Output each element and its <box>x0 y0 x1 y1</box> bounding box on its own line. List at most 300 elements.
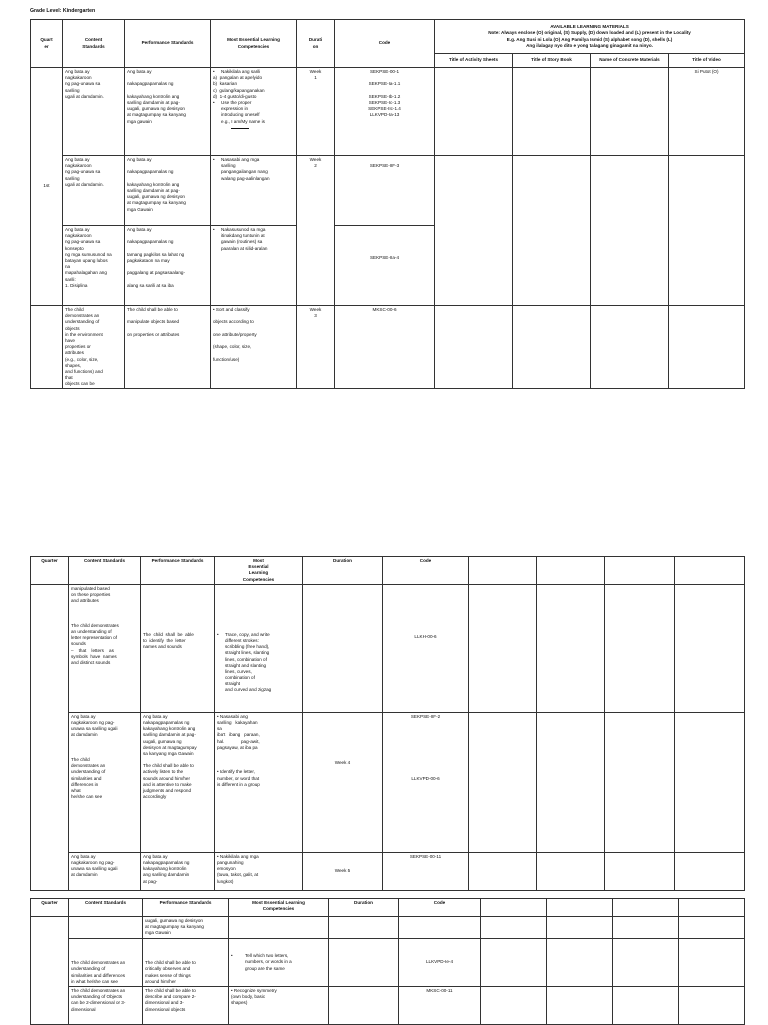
text-line: SEKPSE-Ib-1.2 <box>368 93 401 99</box>
code-cell <box>335 68 435 156</box>
text-line: nagkakaroon ng pag- <box>71 859 115 865</box>
table-row <box>31 584 745 712</box>
text-line: (e.g., color, size, <box>65 356 99 362</box>
text-line: Learning <box>248 570 269 576</box>
header-code: Code <box>335 20 435 68</box>
text-line: dimensional and 3- <box>145 1000 184 1006</box>
text-line: b) kasarian <box>213 81 238 87</box>
text-line: dimensional objects <box>145 1006 186 1012</box>
text-line: Week <box>309 157 322 162</box>
content-standard-cell <box>69 939 143 987</box>
curriculum-table-page-3 <box>30 898 745 1025</box>
content-standard-cell <box>69 852 141 890</box>
text-line: The child <box>71 757 90 763</box>
duration-cell: Week 5 <box>303 852 383 890</box>
melc-cell <box>215 852 303 890</box>
text-line: nagkakaroon <box>65 233 92 239</box>
blank-cell <box>605 584 675 712</box>
text-line: sounds around him/her <box>143 775 190 781</box>
text-line: SEKPSE-IIc-1.4 <box>368 106 401 112</box>
duration-cell <box>297 306 335 389</box>
duration-cell <box>297 68 335 156</box>
text-line: Trace, copy, and write <box>225 631 270 637</box>
blank-cell <box>469 584 537 712</box>
text-line: understanding of <box>71 769 106 775</box>
text-line: Ang bata ay <box>71 853 96 859</box>
blank-cell <box>537 712 605 852</box>
text-line: pagsayaw, at iba pa <box>217 744 258 750</box>
text-line: Ang bata ay <box>127 69 152 74</box>
header-melc <box>215 557 303 585</box>
duration-cell <box>303 584 383 712</box>
text-line: • Identify the letter, <box>217 769 255 775</box>
header-blank <box>675 557 745 585</box>
text-line: Quart <box>40 37 53 43</box>
text-line: The child shall be able to <box>127 307 178 312</box>
content-standard-cell <box>63 306 125 389</box>
text-line: Most Essential Learning <box>252 900 305 905</box>
header-blank <box>605 557 675 585</box>
text-line: ang sariling damdamin <box>143 872 190 878</box>
bullet-icon: • <box>231 953 233 959</box>
duration-cell: Week 4 <box>303 712 383 852</box>
quarter-cell <box>31 917 69 1025</box>
text-line: SEKPSE-IIF-2 <box>410 713 441 719</box>
performance-standard-cell <box>125 68 211 156</box>
text-line: (shape, color, size, <box>213 344 252 350</box>
text-line: function/use) <box>213 356 240 362</box>
table-row <box>31 852 745 890</box>
text-line: objects can be <box>65 381 95 387</box>
text-line: differences in <box>71 781 99 787</box>
text-line: Competencies <box>242 576 275 582</box>
text-line: introducing oneself <box>221 112 260 118</box>
text-line: nagkakaroon <box>65 75 92 81</box>
text-line: at pag- <box>143 878 158 884</box>
text-line: around him/her <box>145 978 176 984</box>
quarter-cell <box>31 306 63 389</box>
text-line: pagkakataon na may <box>127 257 170 263</box>
header-duration: Duration <box>303 557 383 585</box>
text-line: at damdamin <box>71 872 98 878</box>
performance-standard-cell <box>143 987 229 1025</box>
text-line: and attributes <box>71 598 99 604</box>
text-line: numbers, or words in a <box>245 959 292 965</box>
content-standard-cell <box>69 987 143 1025</box>
underline-mark <box>231 128 249 129</box>
blank-cell <box>547 917 613 939</box>
table-row <box>31 917 745 939</box>
curriculum-table-page-2 <box>30 556 745 891</box>
blank-cell <box>675 584 745 712</box>
melc-cell <box>229 917 329 939</box>
blank-cell <box>605 712 675 852</box>
text-line: mapahalagahan ang <box>65 270 107 276</box>
text-line: attributes <box>65 350 84 356</box>
subheader-video: Title of Video <box>669 54 745 68</box>
header-quarter: Quarter <box>31 557 69 585</box>
text-line: manipulate objects based <box>127 319 180 325</box>
text-line: Use the proper <box>221 99 252 105</box>
blank-cell <box>679 987 745 1025</box>
text-line: objects <box>65 325 80 331</box>
header-code: Code <box>383 557 469 585</box>
text-line: nagkakaroon ng pag- <box>71 719 115 725</box>
blank-cell <box>675 712 745 852</box>
code-cell <box>399 917 481 939</box>
text-line: group are the same <box>245 965 285 971</box>
header-content-standards: Content Standards <box>69 557 141 585</box>
table-row <box>31 987 745 1025</box>
quarter-cell <box>31 584 69 890</box>
code-cell: MKSC-00-6 <box>335 306 435 389</box>
header-performance-standards: Performance Standards <box>143 899 229 917</box>
activity-sheets-cell <box>435 156 513 306</box>
blank-cell <box>547 987 613 1025</box>
content-standard-cell <box>63 156 125 226</box>
concrete-materials-cell <box>591 156 669 306</box>
text-line: hal. pag-awit, <box>217 738 260 744</box>
text-line: can be 2-dimensional or 3- <box>71 1000 126 1006</box>
text-line: Ang bata ay <box>65 227 90 232</box>
text-line: scribbling (free hand), <box>225 644 270 650</box>
text-line: makes sense of things <box>145 972 191 978</box>
text-line: ng pag-unawa sa <box>65 239 101 245</box>
header-duration: Duration <box>329 899 399 917</box>
text-line: at magtagumpay sa kanyang <box>145 924 204 930</box>
story-book-cell <box>513 68 591 156</box>
content-standard-cell <box>63 68 125 156</box>
text-line: accordingly <box>143 794 167 800</box>
melc-cell <box>211 156 297 226</box>
text-line: Ang bata ay <box>71 713 96 719</box>
text-line: critically observes and <box>145 966 191 972</box>
quarter-cell: 1st <box>31 68 63 306</box>
text-line: describe and compare 2- <box>145 994 196 1000</box>
text-line: The child demonstrates an <box>71 988 126 993</box>
text-line: ng pag-unawa sa <box>65 81 101 87</box>
blank-cell <box>613 987 679 1025</box>
text-line: similarities and differences <box>71 972 126 978</box>
header-available-learning-materials <box>435 20 745 54</box>
code-cell: LLKVPD-Ie-4 <box>399 939 481 987</box>
text-line: nakapagpapamalas ng <box>143 859 190 865</box>
header-quarter: Quarter <box>31 899 69 917</box>
text-line: manipulated based <box>71 585 110 591</box>
text-line: ng pag-unawa sa <box>65 169 101 175</box>
text-line: sa <box>217 726 222 732</box>
header-blank <box>469 557 537 585</box>
text-line: The child shall be able <box>143 631 194 637</box>
text-line: SEKPSE-00-1 <box>369 69 400 74</box>
header-performance-standards: Performance Standards <box>141 557 215 585</box>
blank-cell <box>675 852 745 890</box>
blank-cell <box>481 917 547 939</box>
text-line: names and sounds <box>143 644 182 650</box>
performance-standard-cell <box>143 917 229 939</box>
text-line: Durati <box>308 37 323 43</box>
table-row <box>31 939 745 987</box>
text-line: on these properties <box>71 591 111 597</box>
melc-cell <box>211 226 297 306</box>
performance-standard-cell <box>125 226 211 306</box>
bullet-icon: • <box>213 69 215 74</box>
text-line: paggalang at pagsasaalang- <box>127 270 185 276</box>
text-line: straight lines, slanting <box>225 650 270 656</box>
text-line: judgments and respond <box>143 788 192 793</box>
text-line: that <box>65 375 73 381</box>
text-line: Essential <box>248 564 269 570</box>
text-line: sariling damdamin at pag- <box>143 732 196 738</box>
text-line: properties or <box>65 344 91 350</box>
code-cell: LLKH-00-6 <box>383 584 469 712</box>
text-line: understanding of <box>71 966 106 972</box>
subheader-story-book: Title of Story Book <box>513 54 591 68</box>
text-line: nakapagpapamalas ng <box>143 719 190 725</box>
performance-standard-cell <box>143 939 229 987</box>
story-book-cell <box>513 156 591 306</box>
text-line: at damdamin <box>71 732 98 738</box>
concrete-materials-cell <box>591 68 669 156</box>
text-line: and distinct sounds <box>71 660 111 665</box>
text-line: desisyon at magtagumpay <box>143 744 197 750</box>
blank-cell <box>613 939 679 987</box>
text-line: sariling kakayahan <box>217 719 258 725</box>
text-line: kakayahang kontrolin ang <box>127 93 180 99</box>
text-line: ugali at damdamin. <box>65 93 104 99</box>
curriculum-table-page-1 <box>30 19 745 389</box>
melc-cell <box>215 584 303 712</box>
text-line: understanding of <box>65 319 100 325</box>
text-line: nakapagpapamalas ng <box>127 169 174 175</box>
text-line: gawain (routines) sa <box>221 239 263 245</box>
table-row <box>31 712 745 852</box>
video-cell <box>669 156 745 306</box>
text-line: uugali, gumawa ng desisyon <box>127 194 185 200</box>
text-line: E.g. Ang Susi ni Lola (O) Ang Pamilya Ismid (S) alphabet song (D), shells (L) <box>506 36 673 42</box>
text-line: • Recognize symmetry <box>231 988 277 993</box>
blank-cell <box>547 939 613 987</box>
text-line: combination of <box>225 675 255 681</box>
text-line: at magtagumpay sa kanyang <box>127 200 186 206</box>
text-line: na <box>65 264 71 270</box>
blank-cell <box>469 712 537 852</box>
text-line: Week <box>309 307 322 312</box>
text-line: Ang bata ay <box>127 157 152 162</box>
text-line: Week <box>309 69 322 74</box>
text-line: pangunahing <box>217 859 244 865</box>
text-line: Ang bata ay <box>143 853 168 859</box>
subheader-concrete-materials: Name of Concrete Materials <box>591 54 669 68</box>
melc-cell <box>211 306 297 389</box>
melc-cell: • Nakikilala ang sarili a) pangalan at apelyido b) kasarian c) gulang/kapanganakan d) 1-4 gusto/di-gusto • Use the proper expression in introducing oneself e.g., I am/My name is <box>211 68 297 156</box>
text-line: mga Gawain <box>127 206 153 212</box>
performance-standard-cell <box>141 584 215 712</box>
duration-cell <box>329 939 399 987</box>
text-line: c) gulang/kapanganakan <box>213 87 265 93</box>
content-standard-cell <box>69 584 141 712</box>
text-line: on properties or attributes <box>127 331 180 337</box>
text-line: sarili: <box>65 276 76 282</box>
text-line: ugali at damdamin. <box>65 181 104 187</box>
text-line: kakayahang kontrolin ang <box>143 726 196 732</box>
text-line: • Nasasabi ang <box>217 713 248 719</box>
table-row <box>31 306 745 389</box>
blank-cell <box>481 987 547 1025</box>
text-line: paaralan at silid-aralan <box>221 245 268 251</box>
performance-standard-cell <box>141 712 215 852</box>
text-line: ng mga sumusunod na <box>65 251 112 257</box>
concrete-materials-cell <box>591 306 669 389</box>
text-line: mga gawain <box>127 118 152 124</box>
text-line: demonstrates an <box>65 313 100 319</box>
text-line: straight and slanting <box>225 662 267 668</box>
header-melc <box>229 899 329 917</box>
text-line: shapes) <box>231 1000 248 1006</box>
text-line: objects according to <box>213 319 254 325</box>
text-line: lungkot) <box>217 878 234 884</box>
text-line: uugali, gumawa ng desisyon <box>145 918 203 923</box>
text-line: 2 <box>314 163 317 169</box>
content-standard-cell <box>69 917 143 939</box>
bullet-icon: • <box>213 227 215 232</box>
blank-cell <box>537 584 605 712</box>
text-line: batayan upang lubos <box>65 257 108 263</box>
text-line: sounds <box>71 641 86 647</box>
story-book-cell <box>513 306 591 389</box>
text-line: 1. Disiplina <box>65 282 88 288</box>
blank-cell <box>679 939 745 987</box>
text-line: straight <box>225 681 241 687</box>
text-line: in what he/she can see <box>71 978 118 984</box>
text-line: Most <box>253 558 264 563</box>
text-line: kakayahang kontrolin ang <box>127 181 180 187</box>
header-melc <box>211 20 297 68</box>
text-line: Ang ilalagay nyo dito e yong talagang ginagamit na ninyo. <box>526 42 653 48</box>
text-line: letter representation of <box>71 635 117 641</box>
content-standard-cell <box>63 226 125 306</box>
text-line: (tuwa, takot, galit, at <box>217 872 259 878</box>
table-row <box>31 156 745 226</box>
text-line: Most Essential Learning <box>227 37 280 43</box>
text-line: LLKVPD-00-6 <box>411 775 440 781</box>
text-line: Nakasusunod sa mga <box>221 227 266 232</box>
text-line: expression in <box>221 106 249 112</box>
header-quarter <box>31 20 63 68</box>
text-line: LLKVPD-Ia-13 <box>369 112 400 118</box>
text-line: shapes, <box>65 362 82 368</box>
text-line: The child <box>65 307 84 312</box>
performance-standard-cell <box>141 852 215 890</box>
text-line: Note: Always enclose (O) original, (S) Supply, (D) down loaded and (L) present in the Locality <box>488 30 691 36</box>
text-line: sariling <box>65 175 80 181</box>
text-line: uugali, gumawa ng <box>143 738 182 744</box>
alm-note <box>436 30 743 49</box>
text-line: different strokes: <box>225 637 259 643</box>
header-blank <box>613 899 679 917</box>
text-line: and is attentive to make <box>143 781 192 787</box>
text-line: Competencies <box>262 906 295 912</box>
header-code: Code <box>399 899 481 917</box>
header-performance-standards: Performance Standards <box>125 20 211 68</box>
code-cell: SEKPSE-00-11 <box>383 852 469 890</box>
text-line: and functions) and <box>65 368 103 374</box>
alm-title: AVAILABLE LEARNING MATERIALS <box>550 24 629 30</box>
text-line: Standards <box>82 43 105 49</box>
code-cell <box>383 712 469 852</box>
text-line: tamang pagkilos sa lahat ng <box>127 251 185 257</box>
text-line: The child demonstrates <box>71 622 119 628</box>
grade-level-heading: Grade Level: Kindergarten <box>30 8 96 14</box>
text-line: 1 <box>314 75 317 81</box>
text-line: d) 1-4 gusto/di-gusto <box>213 93 257 99</box>
text-line: uugali, gumawa ng desisyon <box>127 106 185 112</box>
text-line: Ang bata ay <box>127 227 152 232</box>
header-blank <box>481 899 547 917</box>
text-line: sariling <box>221 163 236 169</box>
text-line: 3 <box>314 313 317 319</box>
text-line: he/she can see <box>71 794 103 800</box>
text-line: itinakdang tuntunin at <box>221 233 265 239</box>
text-line: have <box>65 337 75 343</box>
text-line: symbols have names <box>71 653 117 659</box>
text-line: at magtagumpay sa kanyang <box>127 112 186 118</box>
text-line: Tell which two letters, <box>245 953 289 959</box>
duration-cell <box>297 156 335 306</box>
text-line: er <box>44 43 49 49</box>
video-cell <box>669 306 745 389</box>
bullet-icon: • <box>217 631 219 637</box>
text-line: nakapagpapamalas ng <box>127 239 174 245</box>
melc-cell <box>215 712 303 852</box>
text-line: e.g., I am/My name is <box>221 118 265 124</box>
text-line: unawa sa sariling ugali <box>71 866 118 872</box>
header-duration <box>297 20 335 68</box>
text-line: in the environment <box>65 331 103 337</box>
text-line: to identify the letter <box>143 637 186 643</box>
text-line: is different in a group <box>217 781 260 787</box>
text-line: • Sort and classify <box>213 307 250 312</box>
blank-cell <box>605 852 675 890</box>
text-line: Ang bata ay <box>65 69 90 74</box>
text-line: actively listen to the <box>143 769 184 775</box>
video-cell: Si Putot (O) <box>669 68 745 156</box>
text-line: alang sa sarili at sa iba <box>127 282 174 288</box>
header-blank <box>679 899 745 917</box>
text-line: emosyon <box>217 866 236 872</box>
text-line: SEKPSE-Ia-1.1 <box>368 81 401 87</box>
text-line: (own body, basic <box>231 994 266 1000</box>
text-line: Content <box>84 37 103 43</box>
text-line: pangangailangan nang <box>221 169 268 175</box>
duration-cell <box>329 987 399 1025</box>
header-content-standards: Content Standards <box>69 899 143 917</box>
header-blank <box>547 899 613 917</box>
text-line: • Nakikilala ang mga <box>217 853 259 859</box>
text-line: similarities and <box>71 775 102 781</box>
text-line: number, or word that <box>217 775 260 781</box>
text-line: The child shall be able to <box>145 960 196 966</box>
text-line: nakapagpapamalas ng <box>127 81 174 87</box>
code-cell: MKSC-00-11 <box>399 987 481 1025</box>
text-line: The child shall be able to <box>145 988 196 993</box>
blank-cell <box>469 852 537 890</box>
text-line: sariling damdamin at pag- <box>127 187 180 193</box>
performance-standard-cell <box>125 306 211 389</box>
bullet-icon: • <box>213 99 215 105</box>
text-line: kakayahang kontrolin <box>143 866 187 872</box>
text-line: unawa sa sariling ugali <box>71 726 118 732</box>
